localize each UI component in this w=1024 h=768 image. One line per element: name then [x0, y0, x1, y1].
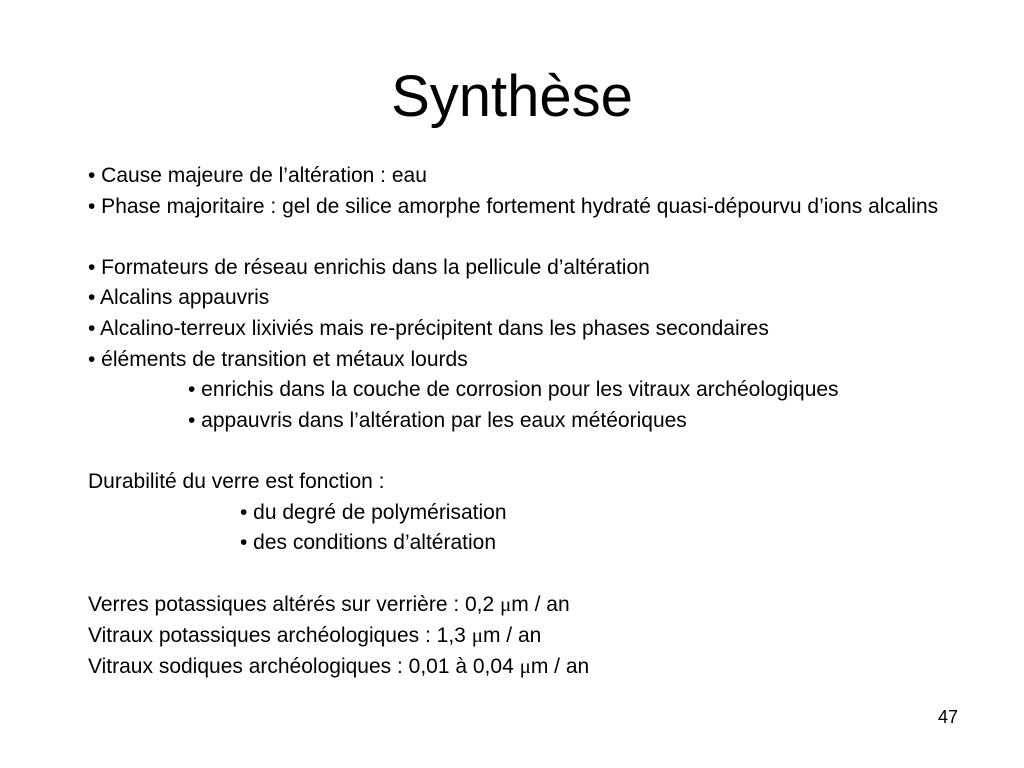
bullet-phase: • Phase majoritaire : gel de silice amorphe fortement hydraté quasi-dépourvu d’ions alcalins	[88, 194, 939, 218]
rate-text: Verres potassiques altérés sur verrière : 0,2	[88, 593, 501, 617]
slide-body	[88, 161, 998, 681]
page-number: 47	[938, 707, 959, 727]
rate-vitraux-sodiques	[88, 651, 998, 682]
sub-bullet-enrichis: • enrichis dans la couche de corrosion pour les vitraux archéologiques	[188, 378, 839, 402]
sub-bullet-conditions: • des conditions d’altération	[240, 531, 497, 555]
rate-text: Vitraux potassiques archéologiques : 1,3	[88, 623, 472, 647]
sub-bullet-appauvris: • appauvris dans l’altération par les eaux météoriques	[188, 408, 687, 432]
sub-bullet-polymerisation: • du degré de polymérisation	[240, 500, 507, 524]
spacer	[88, 559, 998, 590]
rate-unit: m / an	[530, 654, 590, 678]
spacer	[88, 222, 998, 253]
mu-symbol: μ	[500, 592, 512, 617]
bullet-elements-transition: • éléments de transition et métaux lourds	[88, 347, 468, 371]
durabilite-heading: Durabilité du verre est fonction :	[88, 469, 385, 493]
rate-unit: m / an	[511, 593, 570, 617]
rate-verres-potassiques	[88, 589, 998, 620]
bullet-cause: • Cause majeure de l’altération : eau	[88, 164, 427, 187]
bullet-alcalino-terreux: • Alcalino-terreux lixiviés mais re-précipitent dans les phases secondaires	[88, 316, 769, 340]
slide-title: Synthèse	[391, 64, 633, 129]
mu-symbol: μ	[471, 622, 483, 647]
rate-unit: m / an	[482, 623, 542, 647]
bullet-alcalins: • Alcalins appauvris	[88, 286, 270, 310]
rate-vitraux-potassiques	[88, 620, 998, 651]
rate-text: Vitraux sodiques archéologiques : 0,01 à 0,04	[88, 654, 520, 678]
mu-symbol: μ	[519, 653, 531, 678]
bullet-formateurs: • Formateurs de réseau enrichis dans la pellicule d’altération	[88, 255, 650, 279]
spacer	[88, 436, 998, 467]
